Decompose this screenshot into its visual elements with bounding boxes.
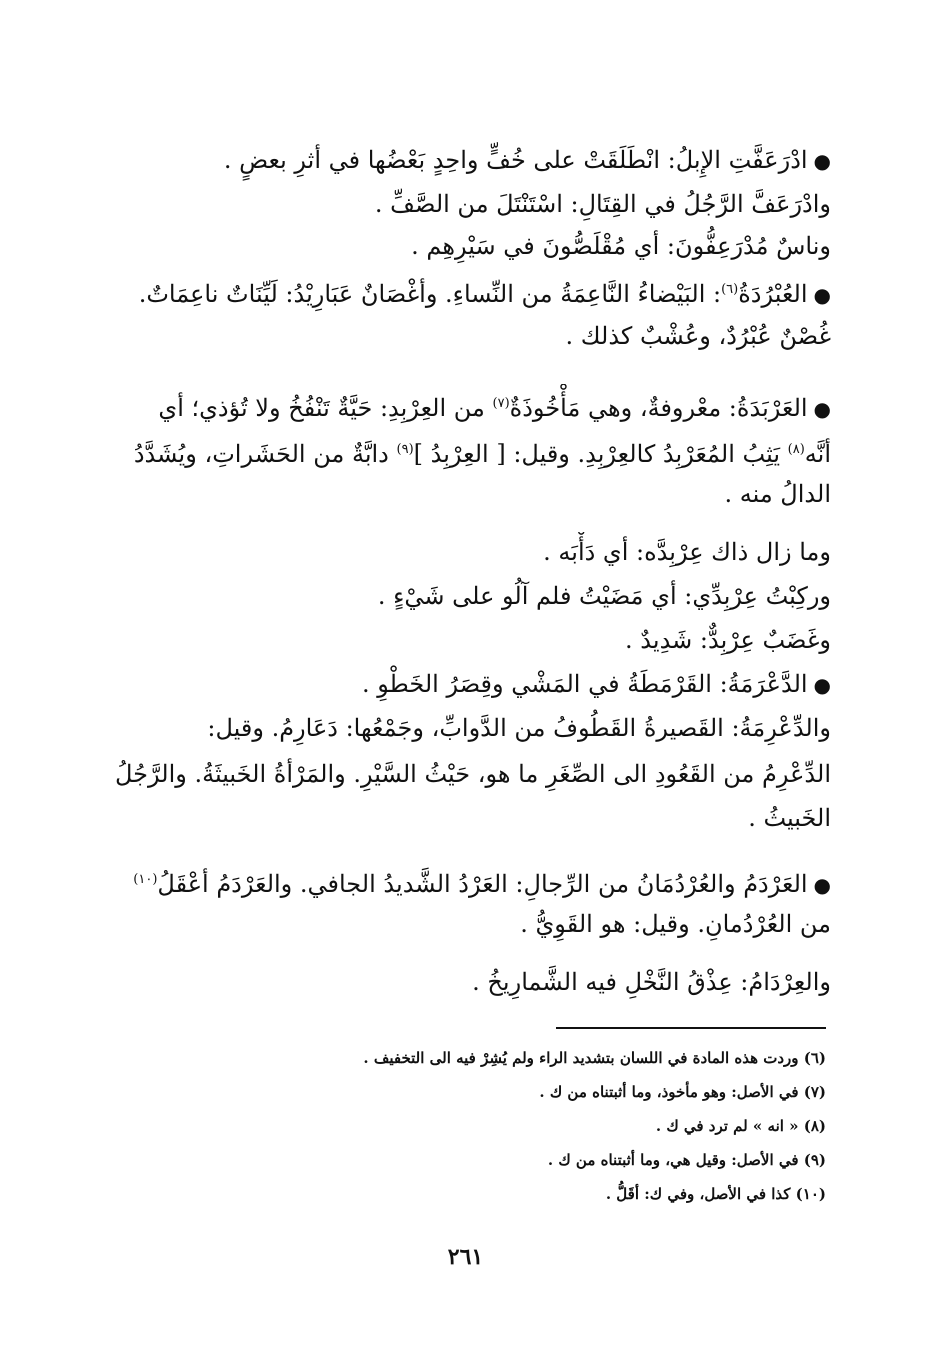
text-line: الدِّعْرِمُ من القَعُودِ الى الصِّغَرِ ما هو، حَيْثُ السَّيْرِ. والمَرْأةُ الخَبيثَةُ. والرَّجُلُ xyxy=(115,760,831,788)
text-line: وناسٌ مُدْرَعِفُّونَ: أي مُقْلَصُّونَ في سَيْرِهِم . xyxy=(411,232,831,260)
footnote-divider xyxy=(556,1027,826,1029)
text-line: ●الدَّعْرَمَةُ: القَرْمَطَةُ في المَشْي وقِصَرُ الخَطْوِ . xyxy=(362,670,831,698)
footnote-ref: (٩) xyxy=(396,442,414,457)
footnote-ref: (٦) xyxy=(721,282,739,297)
text-line: الدالُ منه . xyxy=(724,480,831,508)
bullet-icon: ● xyxy=(813,873,831,897)
text-line: والدِّعْرِمَةُ: القَصيرةُ القَطُوفُ من الدَّوابِّ، وجَمْعُها: دَعَارِمُ. وقيل: xyxy=(207,714,831,742)
text-line: وما زال ذاك عِرْبِدَّه: أي دَأْبَه . xyxy=(543,538,831,566)
text-line: ●العَرْدَمُ والعُرْدُمَانُ من الرِّجالِ: العَرْدُ الشَّديدُ الجافي. والعَرْدَمُ أعْقَلُ$^{(١٠)}$ xyxy=(133,870,831,898)
text-line: ●العُبْرُدَةُ$^{(٦)}$: البَيْضاءُ النَّاعِمَةُ من النِّساءِ. وأغْصَانٌ عَبَارِيْدُ: لَيِّنَاتٌ ناعِمَاتٌ. xyxy=(138,280,831,308)
footnote-ref: (٨) xyxy=(787,442,805,457)
footnote-ref: (٧) xyxy=(492,396,510,411)
text-line: ●العَرْبَدَةُ: معْروفةٌ، وهي مَأْخُوذَةٌ$^{(٧)}$ من العِرْبِدِ: حَيَّةٌ تَنْفُخُ ولا تُؤذي؛ أي xyxy=(158,394,831,422)
text-line: وادْرَعَفَّ الرَّجُلُ في القِتَالِ: اسْتَنْتَلَ من الصَّفِّ . xyxy=(374,190,831,218)
bullet-icon: ● xyxy=(813,397,831,421)
bullet-icon: ● xyxy=(813,283,831,307)
footnote: (٧) في الأصل: وهو مأخوذ، وما أثبتناه من ك . xyxy=(539,1083,826,1101)
text-line: من العُرْدُمانِ. وقيل: هو القَوِيُّ . xyxy=(520,910,831,938)
bullet-icon: ● xyxy=(813,149,831,173)
text-line: وركِبْتُ عِرْبِدِّي: أي مَضَيْتُ فلم آلُو على شَيْءٍ . xyxy=(377,582,831,610)
text-line: وغَضَبٌ عِرْبِدٌّ: شَدِيدٌ . xyxy=(625,626,831,654)
text-line: والعِرْدَامُ: عِذْقُ النَّخْلِ فيه الشَّمارِيخُ . xyxy=(472,968,831,996)
footnote: (١٠) كذا في الأصل، وفي ك: أقَلُّ . xyxy=(605,1185,826,1203)
page-number: ٢٦١ xyxy=(447,1244,484,1270)
footnote: (٩) في الأصل: وقيل هي، وما أثبتناه من ك . xyxy=(547,1151,826,1169)
bullet-icon: ● xyxy=(813,673,831,697)
footnote-ref: (١٠) xyxy=(133,872,158,887)
footnote: (٦) وردت هذه المادة في اللسان بتشديد الراء ولم يُشِرْ فيه الى التخفيف . xyxy=(363,1049,826,1067)
text-line: الخَبيثُ . xyxy=(748,804,831,832)
text-line: ●ادْرَعَفَّتِ الإِبلُ: انْطَلَقَتْ على خُفٍّ واحِدٍ بَعْضُها في أثرِ بعضٍ . xyxy=(223,146,831,174)
text-line: غُصْنٌ عُبْرُدٌ، وعُشْبٌ كذلك . xyxy=(565,322,831,350)
text-line: أنَّه$^{(٨)}$ يَثِبُ المُعَرْبِدُ كالعِرْبِدِ. وقيل: [ العِرْبِدُ ]$^{(٩)}$ دابَّةٌ من الحَشَراتِ، ويُشَدَّدُ xyxy=(133,440,831,468)
footnote: (٨) « انه » لم ترد في ك . xyxy=(655,1117,826,1135)
